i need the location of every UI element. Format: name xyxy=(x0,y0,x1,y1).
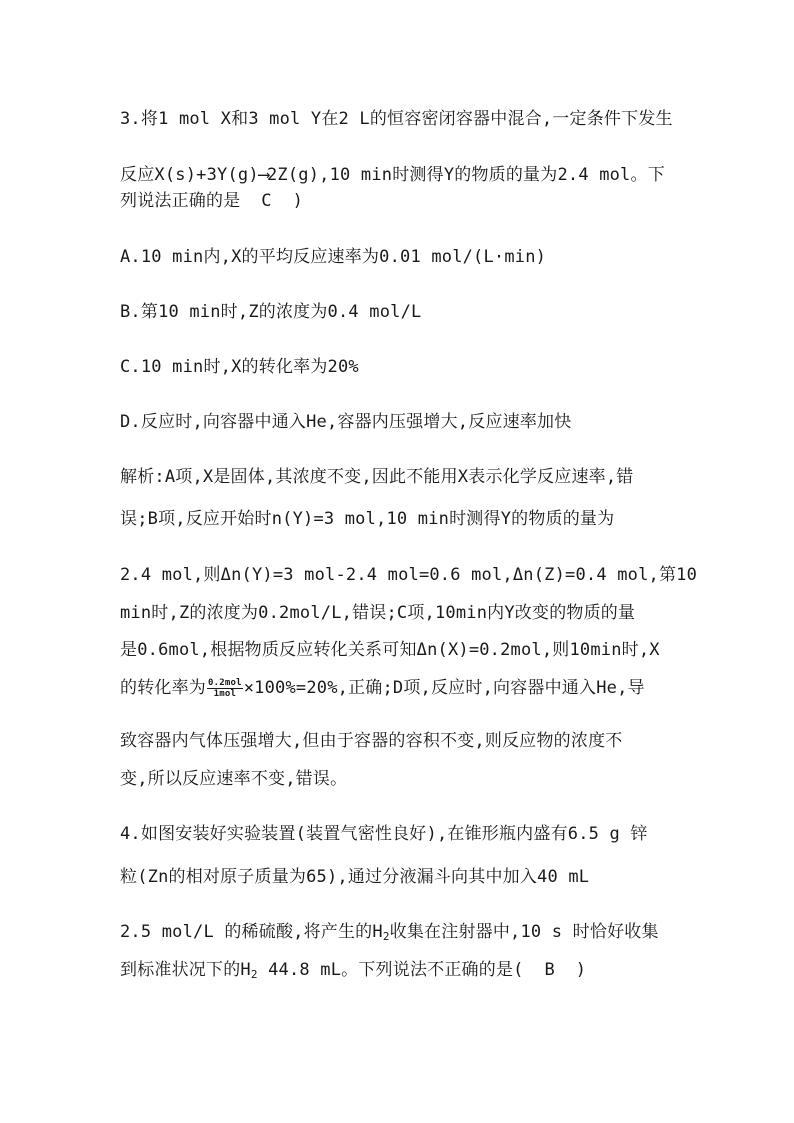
q4-stem-line-2: 粒(Zn的相对原子质量为65),通过分液漏斗向其中加入40 mL xyxy=(120,867,590,887)
q3-solution-line-3: 2.4 mol,则Δn(Y)=3 mol-2.4 mol=0.6 mol,Δn(Z)=0.4 mol,第10 xyxy=(120,565,698,585)
q4-stem-line-4 xyxy=(120,958,586,987)
q3-solution-line-4: min时,Z的浓度为0.2mol/L,错误;C项,10min内Y改变的物质的量 xyxy=(120,603,636,623)
conversion-rate-result: ×100%=20%,正确;D项,反应时,向容器中通入He,导 xyxy=(243,678,645,698)
q3-stem-line-2 xyxy=(120,163,665,187)
q4-line-3-start: 2.5 mol/L 的稀硫酸,将产生的H xyxy=(120,922,383,942)
q4-line-4-start: 到标准状况下的H xyxy=(120,960,251,980)
q4-stem-line-1: 4.如图安装好实验装置(装置气密性良好),在锥形瓶内盛有6.5 g 锌 xyxy=(120,824,648,844)
q3-solution-line-1: 解析:A项,X是固体,其浓度不变,因此不能用X表示化学反应速率,错 xyxy=(120,467,634,487)
q3-solution-line-2: 误;B项,反应开始时n(Y)=3 mol,10 min时测得Y的物质的量为 xyxy=(120,509,615,529)
fraction xyxy=(207,678,243,699)
q3-stem-line-3: 列说法正确的是 C ) xyxy=(120,191,304,211)
q3-option-d: D.反应时,向容器中通入He,容器内压强增大,反应速率加快 xyxy=(120,412,572,432)
subscript: 2 xyxy=(250,968,258,981)
q4-line-3-end: 收集在注射器中,10 s 时恰好收集 xyxy=(389,922,659,942)
subscript: 2 xyxy=(382,930,390,943)
q3-stem-line-1: 3.将1 mol X和3 mol Y在2 L的恒容密闭容器中混合,一定条件下发生 xyxy=(120,109,673,129)
q3-equation-right: 2Z(g),10 min时测得Y的物质的量为2.4 mol。下 xyxy=(267,165,665,185)
fraction-denominator: 1mol xyxy=(213,688,237,699)
q3-solution-line-7: 致容器内气体压强增大,但由于容器的容积不变,则反应物的浓度不 xyxy=(120,731,623,751)
q3-solution-line-6 xyxy=(120,676,645,700)
q3-solution-line-5: 是0.6mol,根据物质反应转化关系可知Δn(X)=0.2mol,则10min时,X xyxy=(120,640,660,660)
q3-option-a: A.10 min内,X的平均反应速率为0.01 mol/(L·min) xyxy=(120,247,547,267)
equilibrium-arrow: ⟶ xyxy=(258,165,267,185)
q4-stem-line-3 xyxy=(120,920,659,949)
q3-option-c: C.10 min时,X的转化率为20% xyxy=(120,357,359,377)
q3-option-b: B.第10 min时,Z的浓度为0.4 mol/L xyxy=(120,302,422,322)
conversion-rate-label: 的转化率为 xyxy=(120,678,206,698)
q3-solution-line-8: 变,所以反应速率不变,错误。 xyxy=(120,769,348,789)
q3-equation-left: 反应X(s)+3Y(g) xyxy=(120,165,259,185)
q4-line-4-end: 44.8 mL。下列说法不正确的是( B ) xyxy=(257,960,587,980)
fraction-numerator: 0.2mol xyxy=(208,677,242,688)
